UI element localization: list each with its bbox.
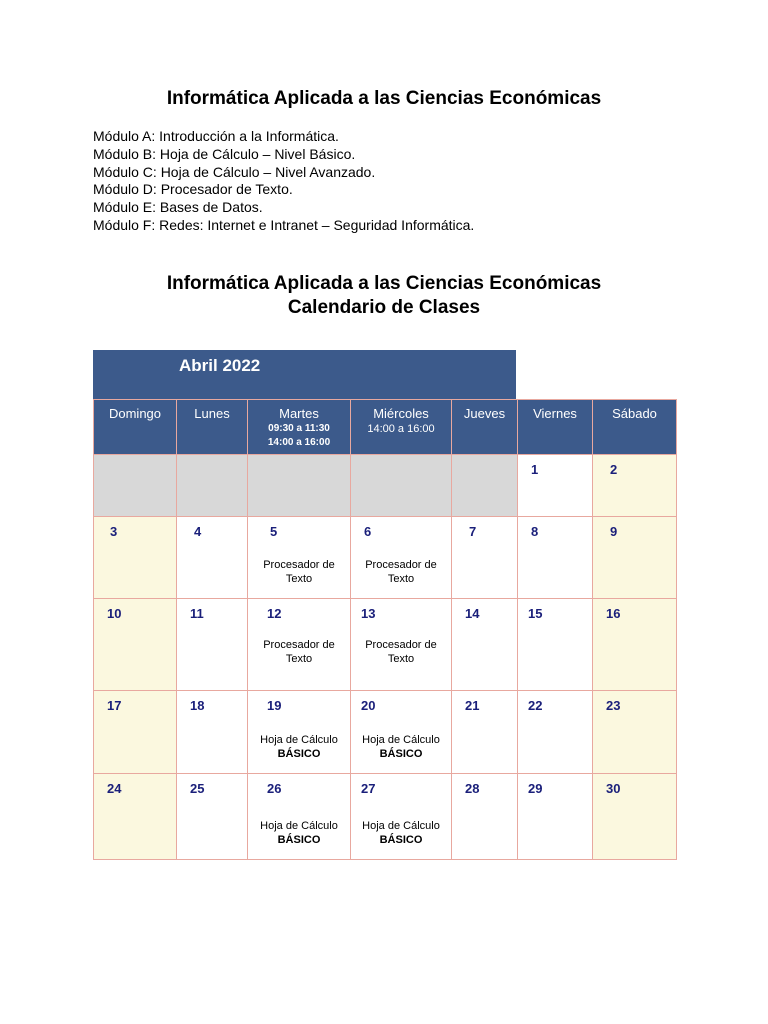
class-event: Hoja de Cálculo BÁSICO: [362, 734, 440, 760]
day-cell: [177, 517, 248, 599]
class-event: Procesador de Texto: [263, 559, 335, 585]
tuesday-hours-1: 09:30 a 11:30: [268, 423, 330, 434]
day-cell: [593, 691, 677, 774]
day-cell: [593, 599, 677, 691]
week-row: [94, 517, 677, 599]
day-number: 11: [190, 606, 204, 621]
day-cell-empty: [177, 455, 248, 517]
wednesday-hours: 14:00 a 16:00: [367, 423, 435, 435]
weekday-tuesday: Martes 09:30 a 11:30 14:00 a 16:00: [248, 400, 351, 455]
day-cell: [177, 599, 248, 691]
day-number: 23: [606, 698, 621, 713]
day-number: 22: [528, 698, 543, 713]
day-number: 3: [110, 524, 118, 539]
day-number: 10: [107, 606, 122, 621]
day-number: 25: [190, 781, 205, 796]
day-cell: [248, 774, 351, 860]
day-number: 8: [531, 524, 539, 539]
module-c: Módulo C: Hoja de Cálculo – Nivel Avanzado.: [93, 163, 376, 180]
day-number: 27: [361, 781, 376, 796]
month-header: [93, 350, 516, 400]
day-cell: [177, 774, 248, 860]
day-cell: [518, 599, 593, 691]
day-number: 9: [610, 524, 618, 539]
day-cell: [452, 599, 518, 691]
module-f: Módulo F: Redes: Internet e Intranet – Seguridad Informática.: [93, 216, 475, 233]
day-number: 2: [610, 462, 618, 477]
class-event: Hoja de Cálculo BÁSICO: [260, 734, 338, 760]
class-event: Procesador de Texto: [365, 639, 437, 665]
module-e: Módulo E: Bases de Datos.: [93, 199, 263, 216]
day-cell: [452, 517, 518, 599]
day-number: 7: [469, 524, 477, 539]
day-cell: [518, 517, 593, 599]
day-cell: [94, 517, 177, 599]
day-cell: [593, 774, 677, 860]
day-cell: [94, 774, 177, 860]
tuesday-hours-2: 14:00 a 16:00: [267, 437, 331, 448]
day-number: 17: [107, 698, 122, 713]
day-number: 21: [465, 698, 480, 713]
day-number: 18: [190, 698, 205, 713]
day-number: 30: [606, 781, 621, 796]
day-cell: [593, 517, 677, 599]
day-cell-empty: [351, 455, 452, 517]
module-d: Módulo D: Procesador de Texto.: [93, 181, 293, 198]
day-cell-empty: [452, 455, 518, 517]
module-a: Módulo A: Introducción a la Informática.: [93, 128, 339, 144]
module-b: Módulo B: Hoja de Cálculo – Nivel Básico.: [93, 145, 356, 162]
day-cell: [351, 774, 452, 860]
day-cell: [248, 691, 351, 774]
weekday-saturday: Sábado: [593, 400, 677, 455]
day-number: 26: [267, 781, 282, 796]
day-number: 20: [361, 698, 376, 713]
weekday-sunday: Domingo: [94, 400, 177, 455]
day-cell: [248, 517, 351, 599]
month-label: Abril 2022: [179, 356, 261, 375]
day-number: 19: [267, 698, 282, 713]
day-cell: [518, 455, 593, 517]
day-cell-empty: [94, 455, 177, 517]
day-number: 12: [267, 606, 282, 621]
weekday-monday: Lunes: [177, 400, 248, 455]
day-number: 15: [528, 606, 543, 621]
day-number: 13: [361, 606, 376, 621]
day-number: 24: [107, 781, 122, 796]
day-cell: [593, 455, 677, 517]
day-cell: [518, 774, 593, 860]
weekday-header-row: [94, 400, 677, 455]
day-number: 16: [606, 606, 621, 621]
day-cell: [94, 691, 177, 774]
week-row: [94, 774, 677, 860]
day-cell: [518, 691, 593, 774]
module-list: [93, 128, 474, 235]
day-cell: [94, 599, 177, 691]
day-number: 28: [465, 781, 480, 796]
day-number: 5: [270, 524, 278, 539]
day-cell: [351, 517, 452, 599]
class-event: Procesador de Texto: [263, 639, 335, 665]
class-event: Hoja de Cálculo BÁSICO: [260, 820, 338, 846]
week-row: [94, 691, 677, 774]
calendar-heading-line2: Calendario de Clases: [287, 297, 481, 318]
day-cell: [177, 691, 248, 774]
day-cell-empty: [248, 455, 351, 517]
day-number: 4: [194, 524, 202, 539]
weekday-friday: Viernes: [518, 400, 593, 455]
week-row: [94, 455, 677, 517]
day-number: 29: [528, 781, 543, 796]
day-cell: [248, 599, 351, 691]
class-event: Procesador de Texto: [365, 559, 437, 585]
day-cell: [351, 691, 452, 774]
page-title: Informática Aplicada a las Ciencias Económicas: [166, 88, 602, 109]
class-event: Hoja de Cálculo BÁSICO: [362, 820, 440, 846]
weekday-thursday: Jueves: [452, 400, 518, 455]
day-number: 14: [465, 606, 480, 621]
calendar-heading: [0, 272, 768, 320]
day-number: 6: [364, 524, 372, 539]
calendar-table: [93, 399, 677, 860]
day-cell: [351, 599, 452, 691]
day-number: 1: [531, 462, 539, 477]
week-row: [94, 599, 677, 691]
calendar-heading-line1: Informática Aplicada a las Ciencias Económicas: [166, 273, 602, 294]
day-cell: [452, 691, 518, 774]
weekday-wednesday: Miércoles 14:00 a 16:00: [351, 400, 452, 455]
day-cell: [452, 774, 518, 860]
